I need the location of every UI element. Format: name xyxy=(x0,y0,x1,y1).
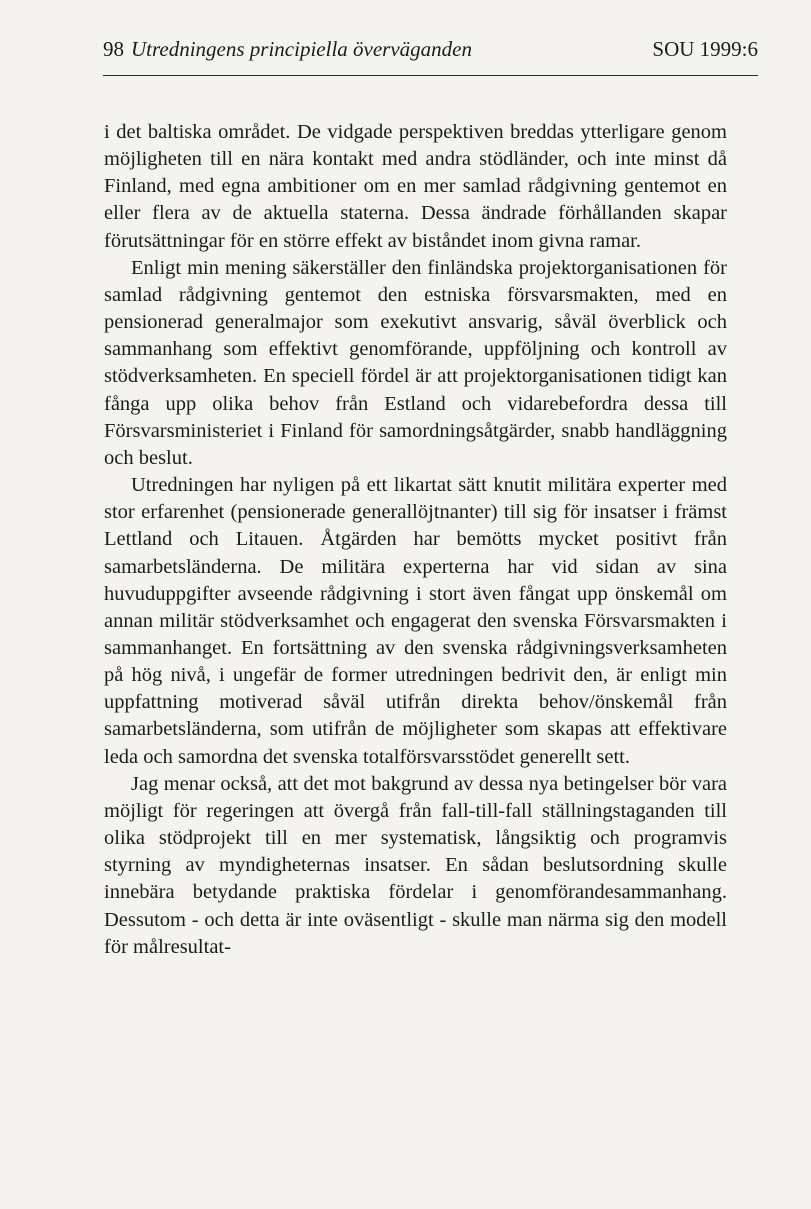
report-series: SOU 1999:6 xyxy=(652,37,758,61)
header-rule xyxy=(103,75,758,76)
chapter-title: Utredningens principiella överväganden xyxy=(131,37,472,61)
running-header xyxy=(103,34,758,64)
paragraph: Jag menar också, att det mot bakgrund av dessa nya betingelser bör vara möjligt för regeringen att övergå från fall-till-fall ställningstaganden till olika stödprojekt till en mer systematisk, långsiktig och programvis styrning av myndigheternas insatser. En sådan beslutsordning skulle innebära betydande praktiska fördelar i genomförandesammanhang. Dessutom - och detta är inte oväsentligt - skulle man närma sig den modell för målresultat- xyxy=(104,772,727,958)
body-text xyxy=(104,119,727,961)
paragraph: Enligt min mening säkerställer den finländska projektorganisationen för samlad rådgivning gentemot den estniska försvarsmakten, med en pensionerad generalmajor som exekutivt ansvarig, såväl överblick och sammanhang som effektivt genomförande, uppföljning och kontroll av stödverksamheten. En speciell fördel är att projektorganisationen tidigt kan fånga upp olika behov från Estland och vidarebefordra dessa till Försvarsministeriet i Finland för samordningsåtgärder, snabb handläggning och beslut. xyxy=(104,256,727,469)
paragraph: i det baltiska området. De vidgade perspektiven breddas ytterligare genom möjligheten till en nära kontakt med andra stödländer, och inte minst då Finland, med egna ambitioner om en mer samlad rådgivning gentemot en eller flera av de aktuella staterna. Dessa ändrade förhållanden skapar förutsättningar för en större effekt av biståndet inom givna ramar. xyxy=(104,121,727,252)
page-number: 98 xyxy=(103,37,124,61)
paragraph: Utredningen har nyligen på ett likartat sätt knutit militära experter med stor erfarenhet (pensionerade generallöjtnanter) till sig för insatser i främst Lettland och Litauen. Åtgärden har bemötts mycket positivt från samarbetsländerna. De militära experterna har vid sidan av sina huvuduppgifter avseende rådgivning i stort även fångat upp önskemål om annan militär stödverksamhet och engagerat den svenska Försvarsmakten i sammanhanget. En fortsättning av den svenska rådgivningsverksamheten på hög nivå, i ungefär de former utredningen bedrivit den, är enligt min uppfattning motiverad såväl utifrån direkta behov/önskemål från samarbetsländerna, som utifrån de möjligheter som skapas att effektivare leda och samordna det svenska totalförsvarsstödet generellt sett. xyxy=(104,474,727,768)
